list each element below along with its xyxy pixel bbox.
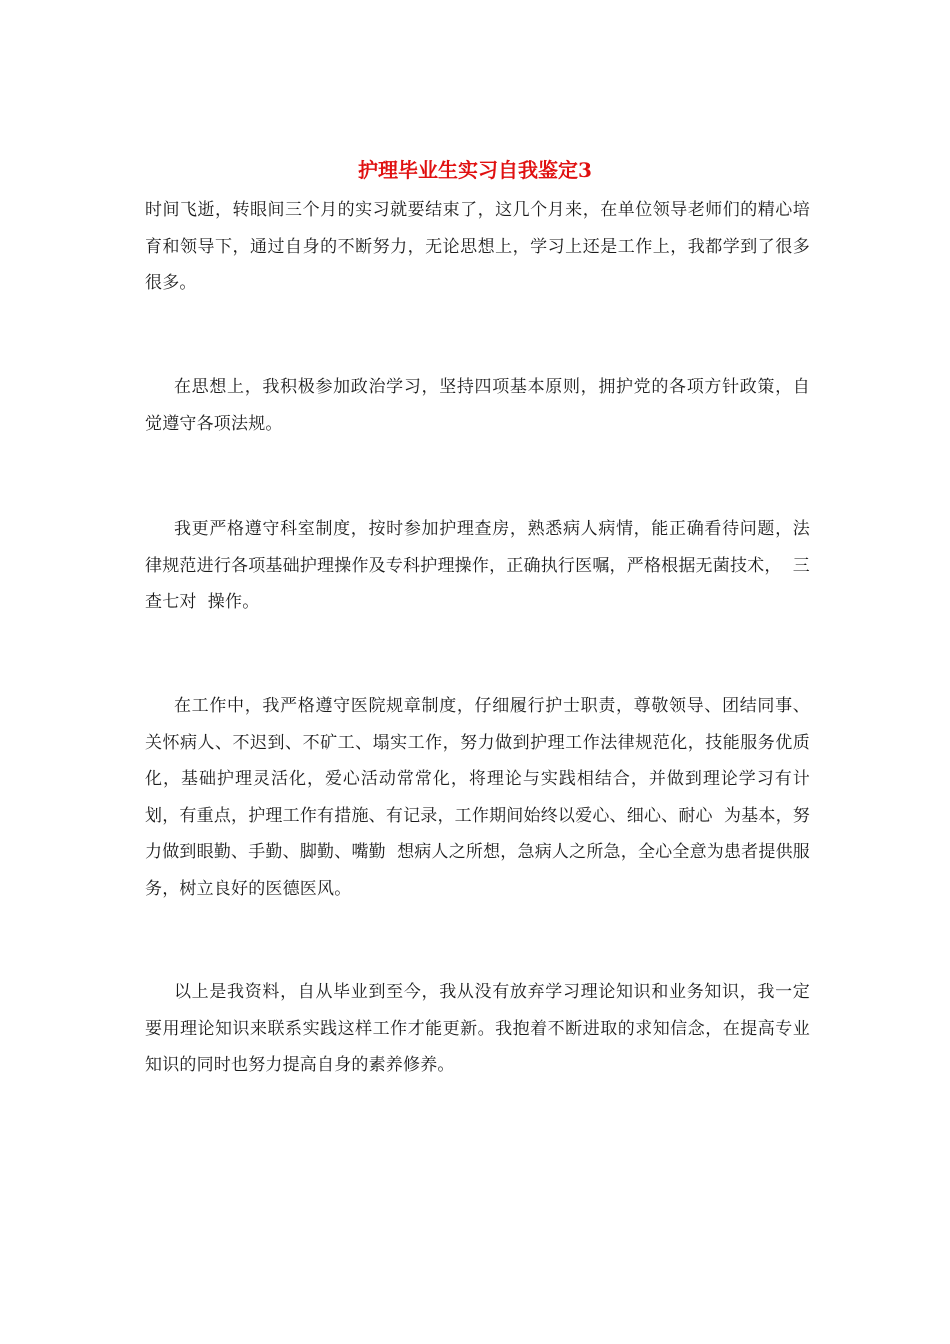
paragraph-conclusion: 以上是我资料，自从毕业到至今，我从没有放弃学习理论知识和业务知识，我一定要用理论知识来联系实践这样工作才能更新。我抱着不断进取的求知信念，在提高专业知识的同时也努力提高自身的素养修养。 [145, 982, 810, 1075]
paragraph-discipline: 我更严格遵守科室制度，按时参加护理查房，熟悉病人病情，能正确看待问题，法律规范进行各项基础护理操作及专科护理操作，正确执行医嘱，严格根据无菌技术， 三查七对 操作。 [145, 519, 810, 612]
paragraph-intro: 时间飞逝，转眼间三个月的实习就要结束了，这几个月来，在单位领导老师们的精心培育和领导下，通过自身的不断努力，无论思想上，学习上还是工作上，我都学到了很多很多。 [145, 200, 810, 293]
paragraph-thought: 在思想上，我积极参加政治学习，坚持四项基本原则，拥护党的各项方针政策，自觉遵守各项法规。 [145, 377, 810, 434]
document-title: 护理毕业生实习自我鉴定3 [358, 158, 592, 182]
paragraph-work: 在工作中，我严格遵守医院规章制度，仔细履行护士职责，尊敬领导、团结同事、关怀病人、不迟到、不矿工、塌实工作，努力做到护理工作法律规范化，技能服务优质化，基础护理灵活化，爱心活动常常化，将理论与实践相结合，并做到理论学习有计划，有重点，护理工作有措施、有记录，工作期间始终以爱心、细心、耐心 为基本，努力做到眼勤、手勤、脚勤、嘴勤 想病人之所想，急病人之所急，全心全意为患者提供服务，树立良好的医德医风。 [145, 696, 810, 899]
